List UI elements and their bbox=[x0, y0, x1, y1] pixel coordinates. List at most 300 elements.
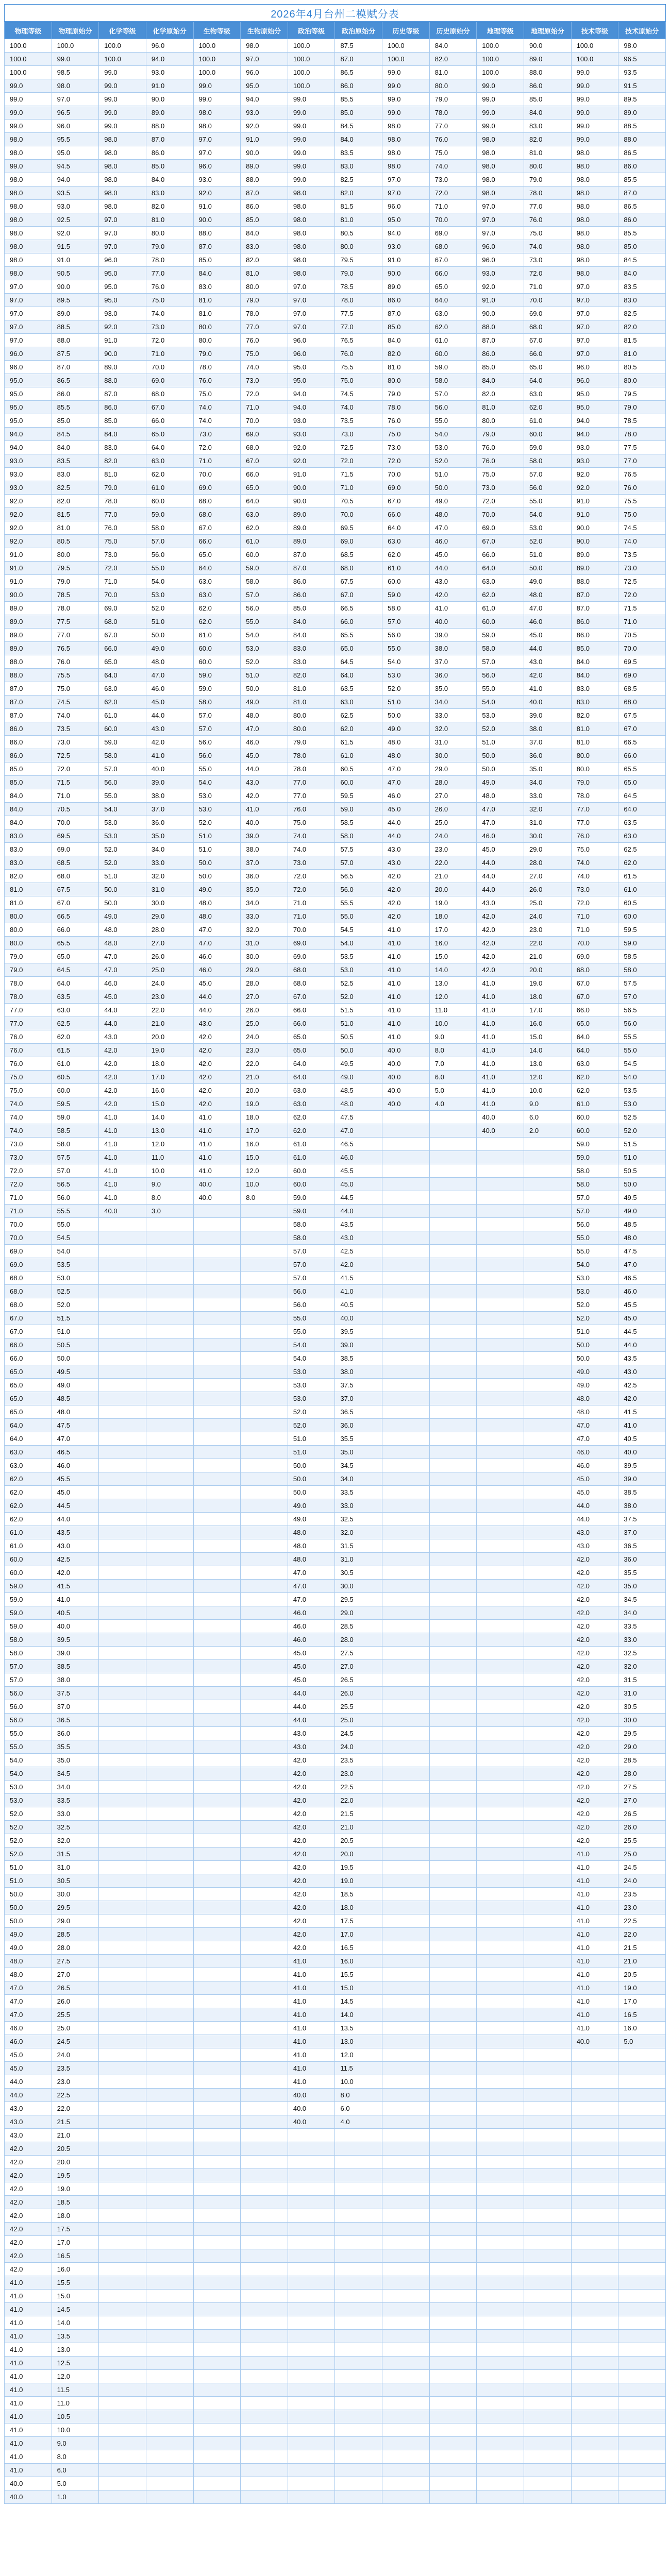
table-cell: 41.0 bbox=[382, 1017, 430, 1030]
table-cell: 51.0 bbox=[288, 1432, 335, 1446]
table-cell bbox=[382, 2182, 430, 2196]
table-cell: 65.0 bbox=[5, 1392, 52, 1405]
table-cell: 26.5 bbox=[335, 1673, 382, 1687]
table-cell: 21.5 bbox=[52, 2115, 99, 2129]
table-cell: 51.0 bbox=[429, 468, 477, 481]
table-cell: 40.0 bbox=[5, 2490, 52, 2504]
table-cell bbox=[193, 1513, 241, 1526]
table-cell bbox=[382, 1338, 430, 1352]
table-cell: 41.0 bbox=[193, 1111, 241, 1124]
table-cell: 90.0 bbox=[241, 146, 288, 160]
table-cell: 29.5 bbox=[618, 1727, 666, 1740]
table-cell: 16.0 bbox=[335, 1955, 382, 1968]
table-cell: 95.0 bbox=[5, 401, 52, 414]
table-cell: 16.0 bbox=[618, 2022, 666, 2035]
table-cell: 54.0 bbox=[146, 575, 193, 588]
table-cell: 33.5 bbox=[618, 1620, 666, 1633]
table-cell: 28.0 bbox=[52, 1941, 99, 1955]
table-cell bbox=[477, 2464, 524, 2477]
table-cell: 13.0 bbox=[429, 977, 477, 990]
table-cell bbox=[146, 2223, 193, 2236]
table-cell: 63.0 bbox=[288, 1084, 335, 1097]
table-cell bbox=[571, 2316, 618, 2330]
table-cell: 17.0 bbox=[146, 1071, 193, 1084]
table-cell: 80.0 bbox=[571, 749, 618, 762]
table-row bbox=[5, 106, 666, 120]
table-cell bbox=[429, 2156, 477, 2169]
table-cell: 48.0 bbox=[382, 749, 430, 762]
table-cell: 71.0 bbox=[99, 575, 146, 588]
table-cell: 86.0 bbox=[477, 347, 524, 361]
table-cell bbox=[146, 2383, 193, 2397]
table-cell bbox=[146, 1365, 193, 1379]
table-cell bbox=[477, 1205, 524, 1218]
table-cell: 41.0 bbox=[382, 977, 430, 990]
table-cell: 77.5 bbox=[335, 307, 382, 320]
table-cell: 82.0 bbox=[618, 320, 666, 334]
table-cell bbox=[429, 1526, 477, 1539]
table-cell: 21.0 bbox=[429, 870, 477, 883]
table-cell: 77.0 bbox=[335, 320, 382, 334]
table-cell bbox=[571, 2290, 618, 2303]
table-cell: 99.0 bbox=[52, 53, 99, 66]
table-cell: 99.0 bbox=[5, 106, 52, 120]
table-cell: 49.0 bbox=[146, 642, 193, 655]
table-cell bbox=[193, 1231, 241, 1245]
table-cell: 81.0 bbox=[52, 521, 99, 535]
table-cell bbox=[99, 2343, 146, 2357]
table-cell: 14.0 bbox=[146, 1111, 193, 1124]
table-cell: 48.0 bbox=[5, 1955, 52, 1968]
table-cell bbox=[429, 1539, 477, 1553]
table-row bbox=[5, 2450, 666, 2464]
table-cell: 11.0 bbox=[52, 2397, 99, 2410]
table-cell: 41.0 bbox=[99, 1191, 146, 1205]
table-cell: 75.5 bbox=[618, 495, 666, 508]
table-cell bbox=[99, 2437, 146, 2450]
table-cell bbox=[193, 2102, 241, 2115]
table-cell: 83.0 bbox=[335, 160, 382, 173]
table-cell: 47.0 bbox=[99, 963, 146, 977]
table-cell bbox=[241, 1379, 288, 1392]
table-row bbox=[5, 1941, 666, 1955]
table-cell: 29.0 bbox=[429, 762, 477, 776]
table-row bbox=[5, 910, 666, 923]
table-cell bbox=[429, 1861, 477, 1874]
table-cell: 96.0 bbox=[382, 200, 430, 213]
table-cell bbox=[146, 1526, 193, 1539]
table-cell: 92.0 bbox=[5, 521, 52, 535]
table-cell: 58.0 bbox=[5, 1633, 52, 1647]
table-cell: 49.0 bbox=[571, 1365, 618, 1379]
table-cell: 30.0 bbox=[335, 1580, 382, 1593]
table-cell: 90.0 bbox=[288, 481, 335, 495]
table-cell: 79.0 bbox=[477, 428, 524, 441]
table-cell bbox=[99, 2062, 146, 2075]
column-header: 历史原始分 bbox=[429, 22, 477, 39]
table-cell bbox=[99, 1285, 146, 1298]
table-cell: 75.0 bbox=[382, 428, 430, 441]
table-cell bbox=[146, 2196, 193, 2209]
table-cell: 49.0 bbox=[241, 696, 288, 709]
table-cell bbox=[429, 1740, 477, 1754]
table-cell: 55.0 bbox=[288, 1312, 335, 1325]
table-cell: 51.0 bbox=[99, 870, 146, 883]
table-cell: 41.0 bbox=[99, 1164, 146, 1178]
table-cell bbox=[99, 2383, 146, 2397]
table-cell: 42.0 bbox=[193, 1097, 241, 1111]
table-cell: 69.0 bbox=[288, 950, 335, 963]
table-cell: 42.0 bbox=[382, 870, 430, 883]
table-cell bbox=[146, 1566, 193, 1580]
table-cell bbox=[99, 1995, 146, 2008]
table-cell: 45.0 bbox=[477, 843, 524, 856]
table-cell: 83.0 bbox=[571, 696, 618, 709]
table-cell: 41.0 bbox=[288, 1981, 335, 1995]
table-cell bbox=[193, 1218, 241, 1231]
table-cell bbox=[241, 2249, 288, 2263]
table-cell bbox=[146, 1580, 193, 1593]
table-cell bbox=[618, 2142, 666, 2156]
table-cell bbox=[241, 1606, 288, 1620]
table-cell bbox=[99, 2397, 146, 2410]
table-cell: 30.0 bbox=[524, 829, 572, 843]
table-cell: 83.0 bbox=[99, 441, 146, 454]
table-cell: 35.5 bbox=[618, 1566, 666, 1580]
table-row bbox=[5, 146, 666, 160]
table-cell bbox=[146, 1848, 193, 1861]
table-cell bbox=[477, 2035, 524, 2048]
table-cell bbox=[99, 1419, 146, 1432]
table-cell bbox=[193, 2477, 241, 2490]
table-cell: 31.5 bbox=[52, 1848, 99, 1861]
table-cell: 78.0 bbox=[382, 401, 430, 414]
table-cell bbox=[477, 1285, 524, 1298]
table-cell: 54.0 bbox=[241, 629, 288, 642]
table-cell bbox=[99, 1633, 146, 1647]
table-cell bbox=[146, 2048, 193, 2062]
table-cell: 97.0 bbox=[5, 280, 52, 294]
table-cell: 70.0 bbox=[477, 508, 524, 521]
table-cell bbox=[477, 1298, 524, 1312]
table-cell bbox=[288, 2383, 335, 2397]
table-cell bbox=[146, 1405, 193, 1419]
table-cell: 42.0 bbox=[5, 2236, 52, 2249]
table-cell: 90.0 bbox=[52, 280, 99, 294]
table-cell: 69.0 bbox=[429, 227, 477, 240]
table-cell: 41.0 bbox=[477, 1057, 524, 1071]
table-cell: 63.0 bbox=[571, 1057, 618, 1071]
table-cell: 17.5 bbox=[335, 1914, 382, 1928]
table-cell bbox=[429, 1325, 477, 1338]
table-cell: 46.0 bbox=[241, 736, 288, 749]
table-cell: 98.0 bbox=[382, 160, 430, 173]
table-cell bbox=[477, 1245, 524, 1258]
table-cell bbox=[241, 1539, 288, 1553]
table-cell bbox=[477, 1178, 524, 1191]
table-cell bbox=[571, 2303, 618, 2316]
table-cell: 41.0 bbox=[5, 2437, 52, 2450]
table-cell: 64.5 bbox=[52, 963, 99, 977]
table-cell: 87.0 bbox=[52, 361, 99, 374]
table-cell bbox=[288, 2182, 335, 2196]
table-cell: 40.0 bbox=[193, 1178, 241, 1191]
table-cell: 79.5 bbox=[618, 387, 666, 401]
table-cell: 74.0 bbox=[288, 829, 335, 843]
table-cell: 98.0 bbox=[5, 240, 52, 253]
table-cell: 23.5 bbox=[52, 2062, 99, 2075]
table-cell: 47.0 bbox=[5, 2008, 52, 2022]
table-cell: 77.0 bbox=[146, 267, 193, 280]
table-cell bbox=[146, 2022, 193, 2035]
table-cell: 87.0 bbox=[477, 334, 524, 347]
table-cell: 19.0 bbox=[52, 2182, 99, 2196]
table-cell: 49.0 bbox=[288, 1513, 335, 1526]
table-cell bbox=[146, 1272, 193, 1285]
table-cell: 28.0 bbox=[429, 776, 477, 789]
table-cell: 62.0 bbox=[382, 548, 430, 562]
table-cell bbox=[193, 2035, 241, 2048]
table-cell bbox=[524, 1794, 572, 1807]
table-cell bbox=[193, 2223, 241, 2236]
table-cell bbox=[99, 2249, 146, 2263]
table-cell bbox=[335, 2464, 382, 2477]
table-cell: 53.0 bbox=[288, 1392, 335, 1405]
table-cell bbox=[382, 2490, 430, 2504]
table-cell: 60.0 bbox=[5, 1553, 52, 1566]
table-cell: 62.5 bbox=[335, 709, 382, 722]
table-cell bbox=[477, 1754, 524, 1767]
table-cell bbox=[288, 2223, 335, 2236]
table-cell: 59.0 bbox=[5, 1580, 52, 1593]
table-cell: 70.5 bbox=[618, 629, 666, 642]
table-cell: 52.0 bbox=[5, 1821, 52, 1834]
table-cell: 76.5 bbox=[52, 642, 99, 655]
table-cell: 86.5 bbox=[335, 66, 382, 79]
table-cell: 57.0 bbox=[335, 856, 382, 870]
table-cell: 42.0 bbox=[193, 1044, 241, 1057]
table-cell: 46.0 bbox=[193, 950, 241, 963]
table-cell: 64.0 bbox=[382, 521, 430, 535]
table-row bbox=[5, 2048, 666, 2062]
table-cell: 23.0 bbox=[524, 923, 572, 937]
table-cell: 41.0 bbox=[571, 1955, 618, 1968]
table-cell bbox=[146, 1392, 193, 1405]
table-cell: 99.0 bbox=[5, 120, 52, 133]
table-cell: 99.0 bbox=[382, 66, 430, 79]
table-cell: 67.0 bbox=[193, 521, 241, 535]
table-cell: 15.0 bbox=[335, 1981, 382, 1995]
table-row bbox=[5, 387, 666, 401]
table-cell: 69.0 bbox=[52, 843, 99, 856]
table-cell: 44.5 bbox=[618, 1325, 666, 1338]
table-row bbox=[5, 829, 666, 843]
table-cell bbox=[382, 2450, 430, 2464]
table-cell: 93.0 bbox=[382, 240, 430, 253]
table-cell: 66.0 bbox=[618, 749, 666, 762]
table-cell bbox=[99, 1606, 146, 1620]
table-cell bbox=[288, 2450, 335, 2464]
table-row bbox=[5, 2156, 666, 2169]
table-cell bbox=[382, 1660, 430, 1673]
table-cell: 29.0 bbox=[241, 963, 288, 977]
table-cell bbox=[429, 2477, 477, 2490]
table-row bbox=[5, 1526, 666, 1539]
table-cell: 41.0 bbox=[99, 1178, 146, 1191]
table-row bbox=[5, 2102, 666, 2115]
table-cell: 30.0 bbox=[429, 749, 477, 762]
table-cell: 99.0 bbox=[288, 133, 335, 146]
table-row bbox=[5, 2330, 666, 2343]
table-cell bbox=[382, 1164, 430, 1178]
table-cell: 97.0 bbox=[571, 294, 618, 307]
table-cell: 98.0 bbox=[5, 133, 52, 146]
table-cell: 25.5 bbox=[335, 1700, 382, 1714]
table-cell: 99.0 bbox=[571, 93, 618, 106]
table-cell: 99.0 bbox=[99, 79, 146, 93]
table-cell: 31.0 bbox=[241, 937, 288, 950]
table-cell: 85.0 bbox=[288, 602, 335, 615]
table-cell: 42.0 bbox=[288, 1794, 335, 1807]
table-cell bbox=[382, 2196, 430, 2209]
table-cell bbox=[429, 2209, 477, 2223]
table-cell: 92.0 bbox=[571, 468, 618, 481]
table-cell: 16.0 bbox=[146, 1084, 193, 1097]
table-cell bbox=[241, 1633, 288, 1647]
table-cell: 81.0 bbox=[288, 682, 335, 696]
table-cell: 75.0 bbox=[477, 468, 524, 481]
table-cell bbox=[429, 1124, 477, 1138]
table-cell: 63.0 bbox=[477, 575, 524, 588]
table-cell: 38.0 bbox=[618, 1499, 666, 1513]
table-row bbox=[5, 428, 666, 441]
table-cell: 22.0 bbox=[241, 1057, 288, 1071]
table-cell: 41.0 bbox=[382, 963, 430, 977]
table-cell: 52.0 bbox=[5, 1834, 52, 1848]
table-cell: 54.0 bbox=[335, 937, 382, 950]
table-cell bbox=[618, 2169, 666, 2182]
table-cell bbox=[382, 1807, 430, 1821]
table-cell: 42.0 bbox=[571, 1660, 618, 1673]
table-cell bbox=[99, 1794, 146, 1807]
table-cell: 86.0 bbox=[382, 294, 430, 307]
table-row bbox=[5, 883, 666, 896]
table-cell: 27.0 bbox=[618, 1794, 666, 1807]
table-cell bbox=[618, 2477, 666, 2490]
table-cell: 71.5 bbox=[618, 602, 666, 615]
table-row bbox=[5, 1405, 666, 1419]
table-cell bbox=[429, 1486, 477, 1499]
table-cell bbox=[241, 1459, 288, 1472]
table-cell: 42.0 bbox=[288, 1901, 335, 1914]
table-cell bbox=[524, 1151, 572, 1164]
table-cell: 54.0 bbox=[5, 1767, 52, 1781]
table-cell bbox=[193, 1486, 241, 1499]
table-cell: 46.5 bbox=[618, 1272, 666, 1285]
table-cell bbox=[146, 1513, 193, 1526]
table-cell: 48.5 bbox=[618, 1218, 666, 1231]
table-cell: 9.0 bbox=[52, 2437, 99, 2450]
table-cell: 67.0 bbox=[382, 495, 430, 508]
table-cell: 41.0 bbox=[382, 937, 430, 950]
table-cell: 57.5 bbox=[52, 1151, 99, 1164]
table-cell: 42.0 bbox=[571, 1593, 618, 1606]
table-cell: 63.5 bbox=[335, 682, 382, 696]
table-cell bbox=[382, 2102, 430, 2115]
table-cell bbox=[477, 2410, 524, 2424]
table-cell: 25.5 bbox=[52, 2008, 99, 2022]
table-cell: 97.0 bbox=[571, 320, 618, 334]
table-cell: 71.0 bbox=[571, 910, 618, 923]
table-cell bbox=[193, 2424, 241, 2437]
table-cell bbox=[193, 2022, 241, 2035]
table-cell bbox=[382, 2357, 430, 2370]
table-cell bbox=[241, 1807, 288, 1821]
table-cell: 85.0 bbox=[99, 414, 146, 428]
table-cell: 74.0 bbox=[5, 1097, 52, 1111]
table-cell bbox=[193, 2075, 241, 2089]
table-cell bbox=[524, 1272, 572, 1285]
table-cell: 85.0 bbox=[524, 93, 572, 106]
table-cell: 44.0 bbox=[618, 1338, 666, 1352]
table-cell: 60.0 bbox=[335, 776, 382, 789]
table-cell bbox=[524, 1647, 572, 1660]
table-cell: 15.0 bbox=[146, 1097, 193, 1111]
table-cell: 42.0 bbox=[335, 1258, 382, 1272]
table-row bbox=[5, 977, 666, 990]
table-cell bbox=[524, 2276, 572, 2290]
table-cell: 65.0 bbox=[5, 1365, 52, 1379]
table-row bbox=[5, 508, 666, 521]
table-cell bbox=[241, 1687, 288, 1700]
table-cell: 41.0 bbox=[288, 2008, 335, 2022]
table-cell: 93.0 bbox=[5, 481, 52, 495]
table-cell: 16.5 bbox=[618, 2008, 666, 2022]
table-cell: 74.0 bbox=[146, 307, 193, 320]
table-cell bbox=[241, 2303, 288, 2316]
table-cell: 47.0 bbox=[571, 1419, 618, 1432]
table-cell: 95.0 bbox=[99, 280, 146, 294]
table-cell bbox=[382, 1794, 430, 1807]
table-cell bbox=[146, 1834, 193, 1848]
table-cell bbox=[241, 1914, 288, 1928]
table-cell: 66.0 bbox=[193, 535, 241, 548]
table-cell: 99.0 bbox=[5, 160, 52, 173]
table-cell: 75.5 bbox=[335, 361, 382, 374]
table-cell: 69.0 bbox=[193, 481, 241, 495]
table-cell: 67.0 bbox=[477, 535, 524, 548]
table-cell bbox=[241, 2370, 288, 2383]
table-cell: 41.0 bbox=[382, 923, 430, 937]
table-cell bbox=[193, 1405, 241, 1419]
table-cell: 68.0 bbox=[429, 240, 477, 253]
table-cell bbox=[524, 1914, 572, 1928]
table-cell bbox=[429, 1338, 477, 1352]
table-cell bbox=[241, 2223, 288, 2236]
table-cell: 63.0 bbox=[5, 1459, 52, 1472]
table-cell: 91.0 bbox=[146, 79, 193, 93]
table-cell: 52.0 bbox=[5, 1807, 52, 1821]
table-row bbox=[5, 441, 666, 454]
table-cell bbox=[429, 1138, 477, 1151]
table-cell: 58.0 bbox=[99, 749, 146, 762]
table-cell: 98.0 bbox=[571, 253, 618, 267]
table-cell: 80.5 bbox=[52, 535, 99, 548]
table-cell: 42.0 bbox=[288, 1754, 335, 1767]
table-cell: 70.0 bbox=[5, 1231, 52, 1245]
table-cell: 15.0 bbox=[241, 1151, 288, 1164]
table-row bbox=[5, 1673, 666, 1687]
